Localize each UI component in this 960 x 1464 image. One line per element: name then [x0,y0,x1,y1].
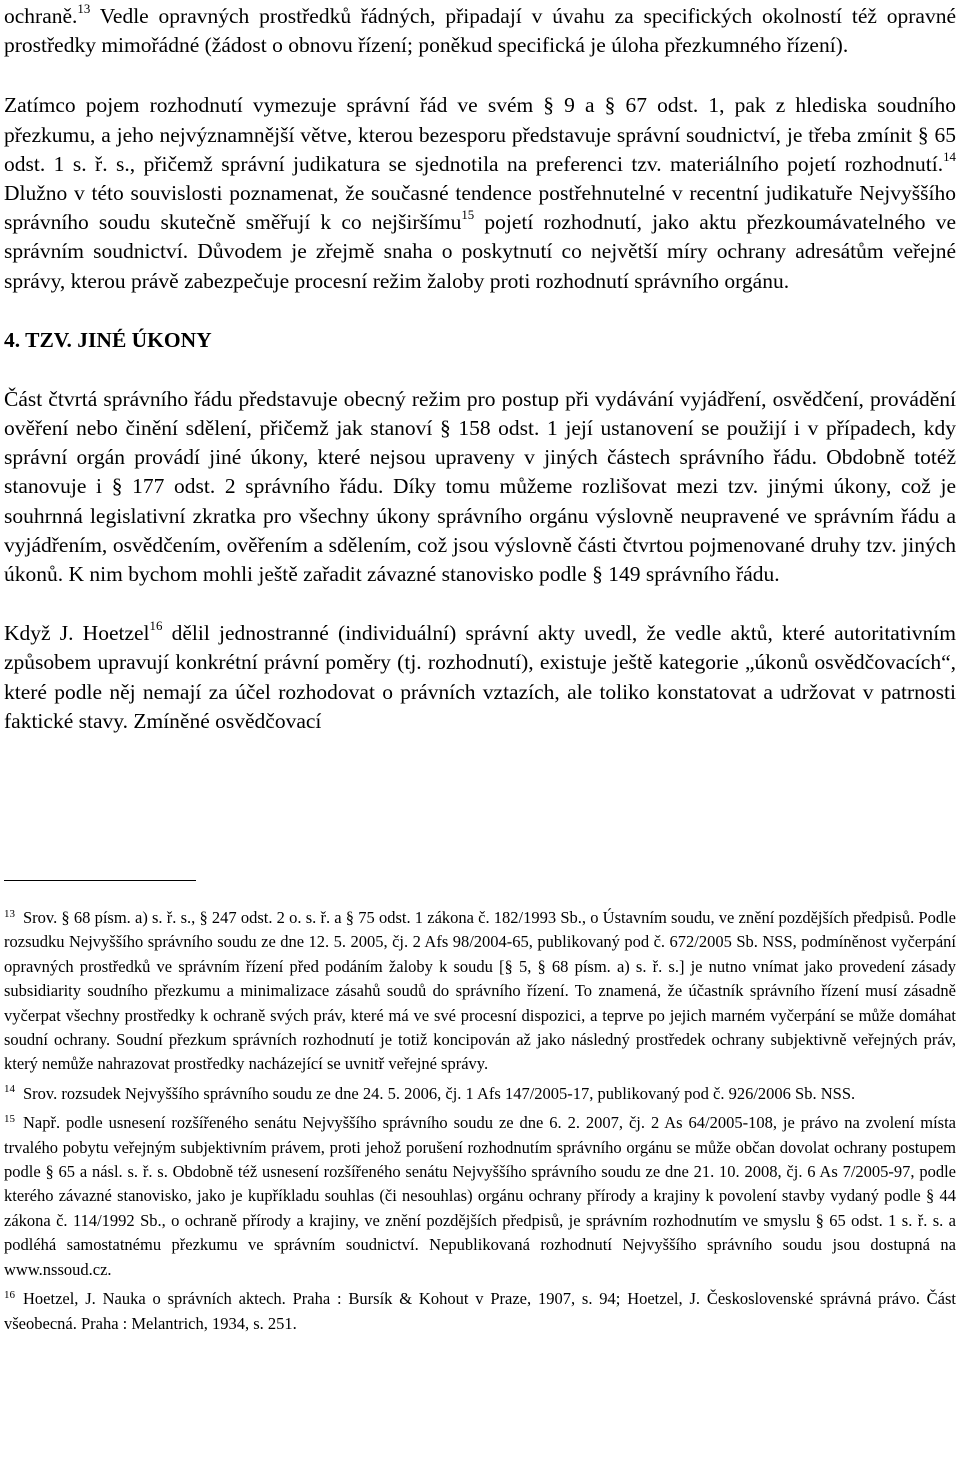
footnote-13 [4,906,956,1077]
paragraph-part-four: Část čtvrtá správního řádu představuje obecný režim pro postup při vydávání vyjádření, osvědčení, provádění ověření nebo činění sdělení, přičemž jak stanoví § 158 odst. 1 její ustanovení se použijí i v případech, kdy správní orgán provádí jiné úkony, které nejsou upraveny v jiných částech správního řádu. Obdobně totéž stanovuje i § 177 odst. 2 správního řádu. Díky tomu můžeme rozlišovat mezi tzv. jinými úkony, což je souhrnná legislativní zkratka pro všechny úkony správního orgánu výslovně neupravené ve správním řádu a vyjádřením, osvědčením, ověřením a sdělením, což jsou výslovně části čtvrtou pojmenované druhy tzv. jiných úkonů. K nim bychom mohli ještě zařadit závazné stanovisko podle § 149 správního řádu. [4,386,956,587]
footnotes [4,906,956,1341]
footnote-ref[interactable]: 15 [461,208,475,223]
paragraph-hoetzel [4,619,956,736]
paragraph-decision-concept [4,91,956,295]
footnote-16 [4,1287,956,1336]
footnote-number: 13 [4,907,15,920]
paragraph-text: pojetí rozhodnutí, jako aktu přezkoumávatelného ve správním soudnictví. Důvodem je zřejmě snaha o poskytnutí co největší míry ochrany adresátům veřejné správy, kterou právě zabezpečuje procesní režim žaloby proti rozhodnutí správního orgánu. [4,210,956,293]
paragraph-text: Když J. Hoetzel [4,621,150,646]
document-page [4,0,956,736]
footnote-text: Hoetzel, J. Nauka o správních aktech. Praha : Bursík & Kohout v Praze, 1907, s. 94; Hoetzel, J. Československé správná právo. Část všeobecná. Praha : Melantrich, 1934, s. 251. [4,1289,956,1333]
section-heading: 4. TZV. JINÉ ÚKONY [4,327,212,352]
paragraph-text: Dlužno v této souvislosti poznamenat, že současné tendence postřehnutelné v recentní judikatuře Nejvyššího správního soudu skutečně směřují k co nejširšímu [4,181,956,235]
paragraph-text: dělil jednostranné (individuální) správní akty uvedl, že vedle aktů, které autoritativním způsobem upravují konkrétní právní poměry (tj. rozhodnutí), existuje ještě kategorie „úkonů osvědčovacích“, které podle něj nemají za účel rozhodovat o právních vztazích, ale toliko konstatovat a udržovat v patrnosti faktické stavy. Zmíněné osvědčovací [4,621,956,733]
footnote-number: 16 [4,1288,15,1301]
footnote-number: 14 [4,1083,15,1096]
paragraph-text: ochraně. [4,4,78,28]
footnote-ref[interactable]: 14 [943,149,956,164]
footnote-14 [4,1082,956,1106]
paragraph-text: Vedle opravných prostředků řádných, připadají v úvahu za specifických okolností též opravné prostředky mimořádné (žádost o obnovu řízení; poněkud specifická je úloha přezkumného řízení). [4,4,956,58]
footnote-ref[interactable]: 13 [77,1,91,16]
footnote-separator [4,880,196,881]
footnote-text: Srov. rozsudek Nejvyššího správního soudu ze dne 24. 5. 2006, čj. 1 Afs 147/2005-17, publikovaný pod č. 926/2006 Sb. NSS. [23,1083,856,1103]
paragraph-continuation [4,2,956,60]
footnote-ref[interactable]: 16 [149,619,163,634]
footnote-15 [4,1111,956,1282]
paragraph-text: Zatímco pojem rozhodnutí vymezuje správní řád ve svém § 9 a § 67 odst. 1, pak z hlediska soudního přezkumu, a jeho nejvýznamnější větve, kterou bezesporu představuje správní soudnictví, je třeba zmínit § 65 odst. 1 s. ř. s., přičemž správní judikatura se sjednotila na preferenci tzv. materiálního pojetí rozhodnutí. [4,93,956,176]
footnote-text: Např. podle usnesení rozšířeného senátu Nejvyššího správního soudu ze dne 6. 2. 2007, čj. 2 As 64/2005-108, je právo na zvolení místa trvalého pobytu veřejným subjektivním právem, proti jehož porušení rozhodnutím správního orgánu se může občan dovolat ochrany postupem podle § 65 a násl. s. ř. s. Obdobně též usnesení rozšířeného senátu Nejvyššího správního soudu ze dne 21. 10. 2008, čj. 6 As 7/2005-97, podle kterého závazné stanovisko, jako je kupříkladu souhlas (či nesouhlas) orgánu ochrany přírody a krajiny k povolení stavby vydaný podle § 44 zákona č. 114/1992 Sb., o ochraně přírody a krajiny, ve znění pozdějších předpisů, je správním rozhodnutím ve smyslu § 65 odst. 1 s. ř. s. a podléhá samostatnému přezkumu ve správním soudnictví. Nepublikovaná rozhodnutí Nejvyššího správního soudu jsou dostupná na www.nssoud.cz. [4,1113,956,1279]
footnote-number: 15 [4,1112,15,1125]
footnote-text: Srov. § 68 písm. a) s. ř. s., § 247 odst. 2 o. s. ř. a § 75 odst. 1 zákona č. 182/1993 Sb., o Ústavním soudu, ve znění pozdějších předpisů. Podle rozsudku Nejvyššího správního soudu ze dne 12. 5. 2005, čj. 2 Afs 98/2004-65, publikovaný pod č. 672/2005 Sb. NSS, podmíněnost vyčerpání opravných prostředků ve správním řízení před podáním žaloby k soudu [§ 5, § 68 písm. a) s. ř. s.] je nutno vnímat jako provedení zásady subsidiarity soudního přezkumu a minimalizace zásahů soudů do správního řízení. To znamená, že účastník správního řízení musí zásadně vyčerpat všechny prostředky k ochraně svých práv, které má ve své procesní dispozici, a teprve po jejich marném vyčerpání se může domáhat soudní ochrany. Soudní přezkum správních rozhodnutí je totiž koncipován až jako následný prostředek ochrany subjektivně veřejných práv, který nemůže nahrazovat prostředky nacházející se uvnitř veřejné správy. [4,908,956,1074]
